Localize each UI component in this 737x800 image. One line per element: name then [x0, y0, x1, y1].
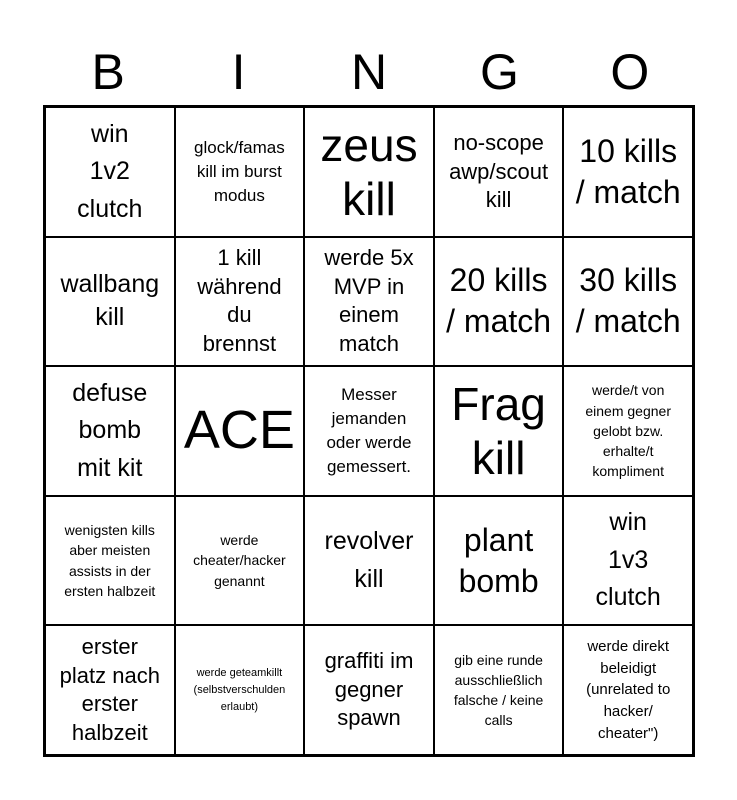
- cell-text: 10 kills / match: [575, 132, 681, 210]
- cell-text: werde 5x MVP in einem match: [324, 245, 414, 356]
- bingo-cell-1-1[interactable]: [45, 107, 175, 237]
- cell-text: 1 kill während du brennst: [197, 245, 282, 356]
- bingo-header: [43, 38, 695, 106]
- bingo-cell-1-5[interactable]: [563, 107, 693, 237]
- bingo-cell-3-2[interactable]: [175, 366, 305, 496]
- cell-text: ACE: [183, 400, 295, 461]
- bingo-board: [43, 105, 695, 757]
- cell-text: werde direkt beleidigt (unrelated to hacker/ cheater"): [586, 637, 671, 742]
- bingo-cell-1-3[interactable]: [304, 107, 434, 237]
- bingo-cell-4-2[interactable]: [175, 496, 305, 626]
- bingo-cell-2-1[interactable]: [45, 237, 175, 367]
- bingo-cell-4-1[interactable]: [45, 496, 175, 626]
- cell-text: 20 kills / match: [446, 262, 552, 340]
- bingo-cell-5-2[interactable]: [175, 625, 305, 755]
- cell-text: Frag kill: [451, 377, 546, 484]
- header-letter-g: G: [479, 44, 519, 100]
- cell-text: wenigsten kills aber meisten assists in der ersten halbzeit: [64, 522, 156, 599]
- cell-text: defuse bomb mit kit: [72, 378, 148, 482]
- bingo-cell-3-4[interactable]: [434, 366, 564, 496]
- header-letter-i: I: [231, 44, 246, 100]
- bingo-cell-2-3[interactable]: [304, 237, 434, 367]
- bingo-cell-1-2[interactable]: [175, 107, 305, 237]
- cell-text: wallbang kill: [60, 269, 160, 332]
- cell-text: werde/t von einem gegner gelobt bzw. erhalte/t kompliment: [585, 382, 671, 480]
- bingo-cell-4-5[interactable]: [563, 496, 693, 626]
- cell-text: plant bomb: [458, 521, 539, 599]
- cell-text: erster platz nach erster halbzeit: [59, 634, 160, 745]
- bingo-cell-3-1[interactable]: [45, 366, 175, 496]
- bingo-cell-5-4[interactable]: [434, 625, 564, 755]
- bingo-cell-2-4[interactable]: [434, 237, 564, 367]
- cell-text: 30 kills / match: [575, 262, 681, 340]
- cell-text: Messer jemanden oder werde gemessert.: [326, 385, 412, 476]
- cell-text: werde geteamkillt (selbstverschulden erlaubt): [193, 666, 286, 713]
- bingo-cell-2-2[interactable]: [175, 237, 305, 367]
- bingo-cell-5-1[interactable]: [45, 625, 175, 755]
- cell-text: glock/famas kill im burst modus: [194, 138, 285, 205]
- header-letter-n: N: [350, 44, 388, 100]
- bingo-cell-2-5[interactable]: [563, 237, 693, 367]
- cell-text: gib eine runde ausschließlich falsche / keine calls: [453, 651, 544, 729]
- bingo-cell-5-3[interactable]: [304, 625, 434, 755]
- cell-text: win 1v3 clutch: [595, 508, 661, 612]
- cell-text: revolver kill: [324, 527, 414, 593]
- bingo-cell-4-3[interactable]: [304, 496, 434, 626]
- cell-text: graffiti im gegner spawn: [324, 648, 414, 731]
- header-letter-o: O: [610, 44, 650, 100]
- bingo-cell-1-4[interactable]: [434, 107, 564, 237]
- bingo-cell-4-4[interactable]: [434, 496, 564, 626]
- cell-text: no-scope awp/scout kill: [449, 129, 549, 213]
- bingo-cell-3-3[interactable]: [304, 366, 434, 496]
- header-letter-b: B: [91, 44, 125, 100]
- cell-text: zeus kill: [320, 118, 418, 225]
- cell-text: werde cheater/hacker genannt: [193, 532, 286, 589]
- bingo-cell-5-5[interactable]: [563, 625, 693, 755]
- cell-text: win 1v2 clutch: [77, 119, 143, 223]
- bingo-cell-3-5[interactable]: [563, 366, 693, 496]
